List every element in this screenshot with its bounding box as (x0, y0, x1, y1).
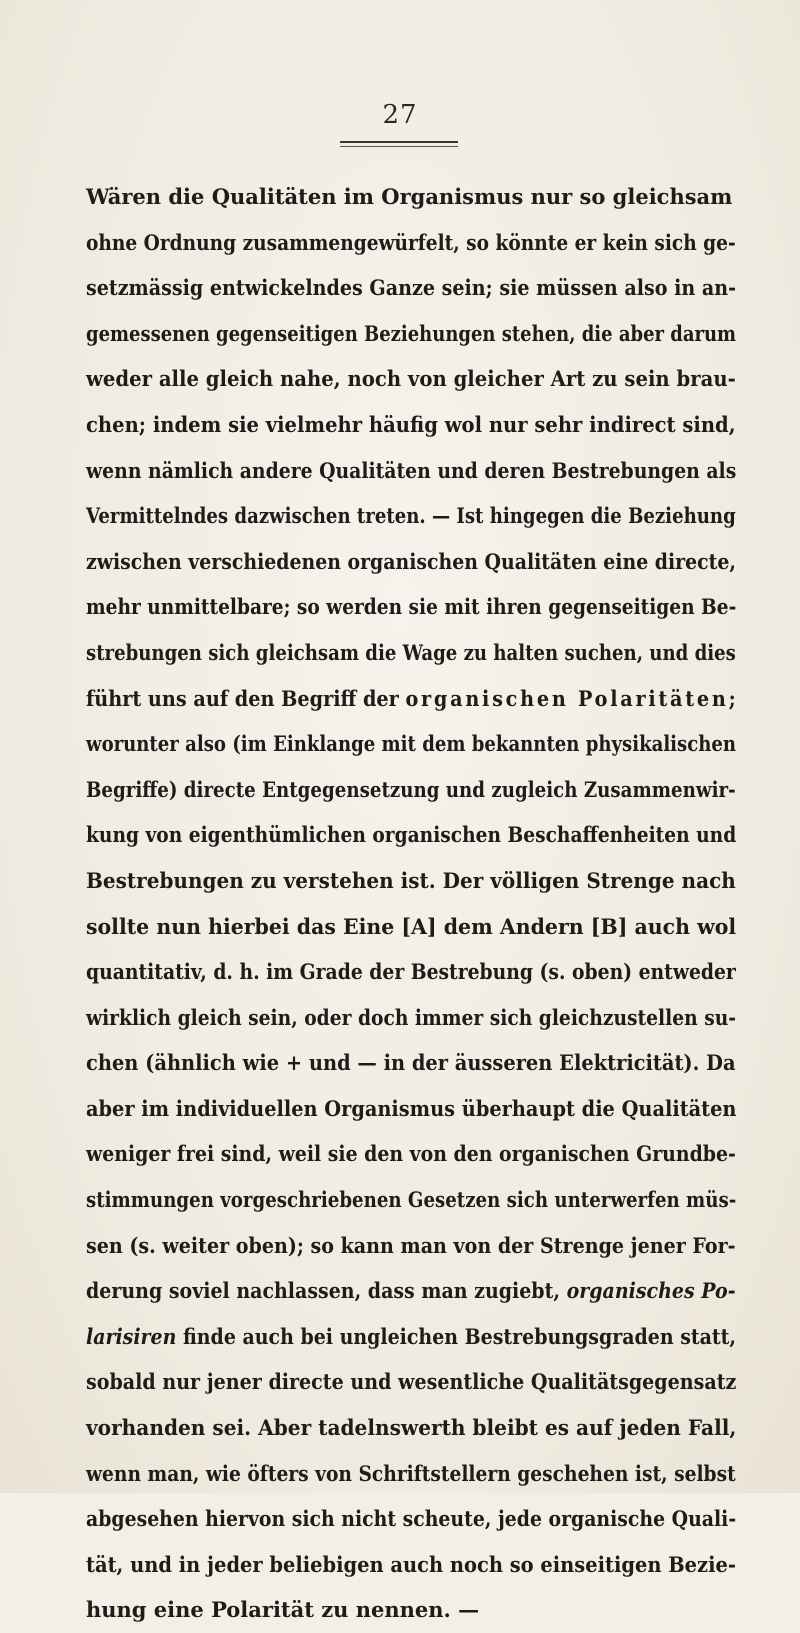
text-line: tät, und in jeder beliebigen auch noch so einseitigen Bezie- (86, 1551, 736, 1577)
text-line: wenn man, wie öfters von Schriftstellern geschehen ist, selbst (86, 1460, 736, 1486)
text-line: wenn nämlich andere Qualitäten und deren Bestrebungen als (86, 457, 737, 483)
text-run: führt uns auf den Begriff der (86, 685, 406, 711)
header-rule (340, 141, 458, 143)
text-line: chen; indem sie vielmehr häufig wol nur sehr indirect sind, (86, 411, 736, 437)
text-line: sobald nur jener directe und wesentliche Qualitätsgegensatz (86, 1369, 737, 1395)
text-line: stimmungen vorgeschriebenen Gesetzen sich unterwerfen müs- (86, 1187, 737, 1213)
text-run: ; (728, 685, 736, 711)
text-line: mehr unmittelbare; so werden sie mit ihren gegenseitigen Be- (86, 594, 737, 620)
italic-term: larisiren (86, 1323, 177, 1349)
body-text (86, 174, 736, 1633)
emphasized-term: organischen Polaritäten (405, 685, 729, 711)
text-line: chen (ähnlich wie + und — in der äusseren Elektricität). Da (86, 1050, 736, 1076)
text-line: sollte nun hierbei das Eine [A] dem Andern [B] auch wol (86, 913, 737, 939)
text-line (86, 1268, 736, 1314)
text-line: gemessenen gegenseitigen Beziehungen stehen, die aber darum (86, 320, 737, 346)
text-line: zwischen verschiedenen organischen Qualitäten eine directe, (86, 548, 736, 574)
text-line: Vermittelndes dazwischen treten. — Ist hingegen die Beziehung (86, 503, 736, 529)
text-line: sen (s. weiter oben); so kann man von der Strenge jener For- (86, 1232, 736, 1258)
text-line: worunter also (im Einklange mit dem bekannten physikalischen (86, 731, 737, 757)
text-line: setzmässig entwickelndes Ganze sein; sie müssen also in an- (86, 275, 737, 301)
text-run: derung soviel nachlassen, dass man zugiebt, (86, 1278, 567, 1304)
page-number: 27 (382, 100, 418, 130)
text-line: Wären die Qualitäten im Organismus nur so gleichsam (86, 184, 733, 209)
text-line: Begriffe) directe Entgegensetzung und zugleich Zusammenwir- (86, 776, 736, 802)
text-line: quantitativ, d. h. im Grade der Bestrebung (s. oben) entweder (86, 959, 736, 985)
text-line: ohne Ordnung zusammengewürfelt, so könnte er kein sich ge- (86, 229, 736, 255)
text-line: Bestrebungen zu verstehen ist. Der völligen Strenge nach (86, 867, 736, 893)
text-line (86, 676, 736, 722)
text-line: weder alle gleich nahe, noch von gleicher Art zu sein brau- (86, 366, 736, 392)
text-line (86, 1314, 737, 1360)
text-line: aber im individuellen Organismus überhaupt die Qualitäten (86, 1095, 737, 1121)
text-run: finde auch bei ungleichen Bestrebungsgraden statt, (176, 1323, 737, 1349)
italic-term: organisches Po- (566, 1278, 736, 1304)
text-line: strebungen sich gleichsam die Wage zu halten suchen, und dies (86, 639, 736, 665)
text-line: kung von eigenthümlichen organischen Beschaffenheiten und (86, 822, 737, 848)
text-line: hung eine Polarität zu nennen. — (86, 1597, 480, 1623)
text-line: weniger frei sind, weil sie den von den organischen Grundbe- (86, 1141, 736, 1167)
header-rule-thin (340, 146, 458, 147)
text-line: vorhanden sei. Aber tadelnswerth bleibt es auf jeden Fall, (86, 1415, 737, 1441)
text-line: wirklich gleich sein, oder doch immer sich gleichzustellen su- (86, 1004, 737, 1030)
text-line: abgesehen hiervon sich nicht scheute, jede organische Quali- (86, 1506, 737, 1532)
